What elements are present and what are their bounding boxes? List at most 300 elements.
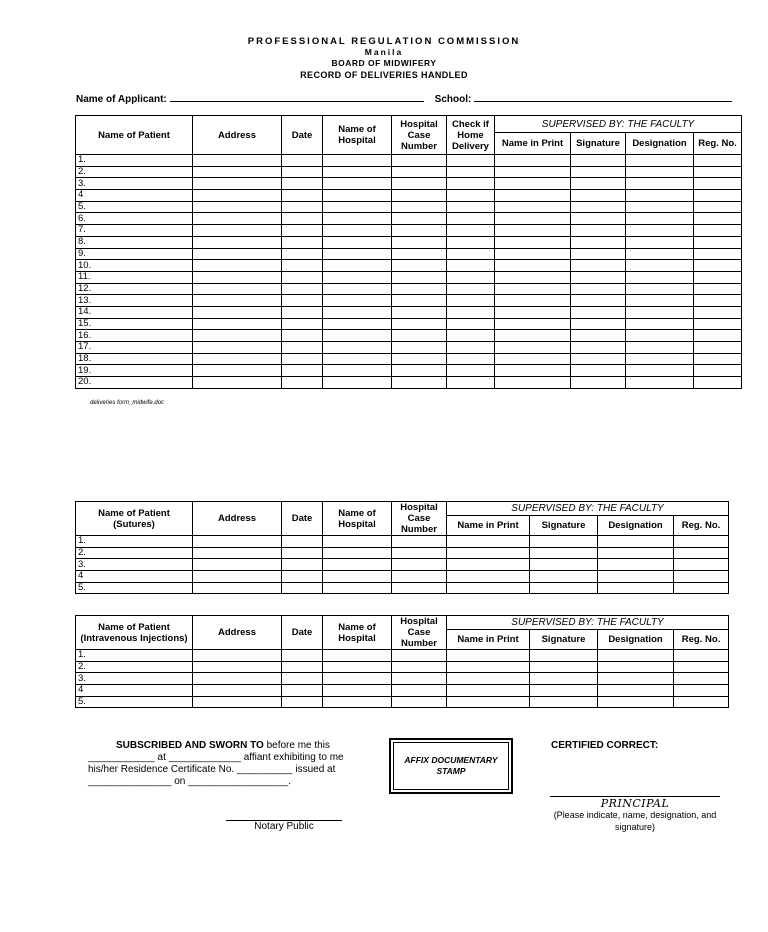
table-cell[interactable] bbox=[323, 559, 392, 571]
table-cell[interactable] bbox=[530, 547, 598, 559]
table-cell[interactable] bbox=[193, 650, 282, 662]
table-cell[interactable] bbox=[447, 330, 495, 342]
table-cell[interactable] bbox=[571, 225, 626, 237]
table-cell[interactable] bbox=[694, 155, 742, 167]
school-field[interactable] bbox=[474, 92, 732, 102]
table-cell[interactable] bbox=[571, 213, 626, 225]
table-cell[interactable] bbox=[495, 365, 571, 377]
table-cell[interactable] bbox=[282, 559, 323, 571]
table-cell[interactable] bbox=[530, 571, 598, 583]
table-cell[interactable] bbox=[571, 342, 626, 354]
table-cell[interactable] bbox=[571, 353, 626, 365]
table-cell[interactable] bbox=[694, 342, 742, 354]
table-cell[interactable] bbox=[193, 283, 282, 295]
table-row bbox=[76, 330, 742, 342]
oath-heading: SUBSCRIBED AND SWORN TO bbox=[116, 740, 264, 751]
oath-line4: _______________ on __________________. bbox=[88, 776, 291, 787]
table-cell[interactable] bbox=[530, 696, 598, 708]
table-cell[interactable] bbox=[323, 318, 392, 330]
table-cell[interactable] bbox=[495, 330, 571, 342]
table-cell[interactable] bbox=[530, 673, 598, 685]
table-cell[interactable] bbox=[626, 178, 694, 190]
table-cell[interactable] bbox=[694, 353, 742, 365]
table-cell[interactable] bbox=[392, 283, 447, 295]
table-cell[interactable] bbox=[392, 260, 447, 272]
table-cell[interactable] bbox=[392, 213, 447, 225]
table-cell[interactable] bbox=[282, 236, 323, 248]
table-cell[interactable] bbox=[323, 306, 392, 318]
table-cell[interactable] bbox=[323, 353, 392, 365]
table-cell[interactable] bbox=[626, 201, 694, 213]
table-cell[interactable] bbox=[282, 696, 323, 708]
row-number: 8. bbox=[76, 236, 193, 248]
table-cell[interactable] bbox=[694, 178, 742, 190]
table-cell[interactable] bbox=[447, 571, 530, 583]
table-cell[interactable] bbox=[193, 178, 282, 190]
table-cell[interactable] bbox=[193, 213, 282, 225]
table-cell[interactable] bbox=[392, 190, 447, 202]
table-cell[interactable] bbox=[323, 547, 392, 559]
table-cell[interactable] bbox=[626, 318, 694, 330]
table-cell[interactable] bbox=[571, 306, 626, 318]
table-cell[interactable] bbox=[447, 650, 530, 662]
table-cell[interactable] bbox=[571, 271, 626, 283]
table-cell[interactable] bbox=[571, 365, 626, 377]
table-cell[interactable] bbox=[530, 536, 598, 548]
table-cell[interactable] bbox=[323, 260, 392, 272]
table-cell[interactable] bbox=[626, 260, 694, 272]
table-cell[interactable] bbox=[571, 377, 626, 389]
table-cell[interactable] bbox=[193, 342, 282, 354]
table-cell[interactable] bbox=[282, 365, 323, 377]
table-cell[interactable] bbox=[282, 353, 323, 365]
table-cell[interactable] bbox=[674, 559, 729, 571]
table-cell[interactable] bbox=[447, 318, 495, 330]
table-cell[interactable] bbox=[674, 661, 729, 673]
table-cell[interactable] bbox=[626, 236, 694, 248]
oath-line1: before me this bbox=[266, 740, 330, 751]
table-cell[interactable] bbox=[694, 271, 742, 283]
table-cell[interactable] bbox=[571, 248, 626, 260]
footnote: deliveries form_midwife.doc bbox=[90, 400, 165, 406]
table-cell[interactable] bbox=[193, 365, 282, 377]
table-cell[interactable] bbox=[323, 365, 392, 377]
table-cell[interactable] bbox=[447, 295, 495, 307]
table-cell[interactable] bbox=[626, 342, 694, 354]
table-cell[interactable] bbox=[282, 178, 323, 190]
row-number: 2. bbox=[76, 547, 193, 559]
table-cell[interactable] bbox=[674, 685, 729, 697]
table-cell[interactable] bbox=[392, 673, 447, 685]
table-cell[interactable] bbox=[392, 536, 447, 548]
table-cell[interactable] bbox=[392, 661, 447, 673]
table-cell[interactable] bbox=[674, 696, 729, 708]
table-cell[interactable] bbox=[571, 330, 626, 342]
table-cell[interactable] bbox=[323, 283, 392, 295]
table-cell[interactable] bbox=[694, 283, 742, 295]
table-cell[interactable] bbox=[323, 696, 392, 708]
table-cell[interactable] bbox=[282, 306, 323, 318]
table-cell[interactable] bbox=[495, 353, 571, 365]
table-cell[interactable] bbox=[323, 236, 392, 248]
table-cell[interactable] bbox=[495, 283, 571, 295]
table-cell[interactable] bbox=[282, 547, 323, 559]
table-cell[interactable] bbox=[282, 225, 323, 237]
table-cell[interactable] bbox=[674, 650, 729, 662]
table-cell[interactable] bbox=[571, 295, 626, 307]
table-cell[interactable] bbox=[282, 190, 323, 202]
col-date: Date bbox=[282, 116, 323, 155]
table-cell[interactable] bbox=[392, 559, 447, 571]
table-cell[interactable] bbox=[392, 547, 447, 559]
documentary-stamp-box bbox=[389, 738, 513, 794]
table-cell[interactable] bbox=[495, 271, 571, 283]
table-cell[interactable] bbox=[598, 673, 674, 685]
col-signature: Signature bbox=[571, 133, 626, 155]
table-cell[interactable] bbox=[598, 650, 674, 662]
table-cell[interactable] bbox=[193, 260, 282, 272]
table-cell[interactable] bbox=[282, 283, 323, 295]
table-cell[interactable] bbox=[392, 236, 447, 248]
table-cell[interactable] bbox=[495, 236, 571, 248]
table-cell[interactable] bbox=[447, 685, 530, 697]
table-cell[interactable] bbox=[193, 673, 282, 685]
table-cell[interactable] bbox=[282, 377, 323, 389]
table-cell[interactable] bbox=[694, 213, 742, 225]
table-cell[interactable] bbox=[447, 155, 495, 167]
row-number: 5. bbox=[76, 696, 193, 708]
stamp-text: AFFIX DOCUMENTARY STAMP bbox=[393, 742, 509, 790]
row-number: 11. bbox=[76, 271, 193, 283]
table-cell[interactable] bbox=[447, 547, 530, 559]
table-cell[interactable] bbox=[495, 213, 571, 225]
table-cell[interactable] bbox=[626, 225, 694, 237]
table-cell[interactable] bbox=[323, 295, 392, 307]
table-cell[interactable] bbox=[282, 213, 323, 225]
table-cell[interactable] bbox=[495, 178, 571, 190]
table-cell[interactable] bbox=[626, 248, 694, 260]
table-row bbox=[76, 248, 742, 260]
table-cell[interactable] bbox=[598, 685, 674, 697]
col-address: Address bbox=[193, 116, 282, 155]
table-cell[interactable] bbox=[323, 571, 392, 583]
table-cell[interactable] bbox=[495, 342, 571, 354]
table-cell[interactable] bbox=[323, 377, 392, 389]
table-cell[interactable] bbox=[571, 166, 626, 178]
sutures-col-case-number: Hospital Case Number bbox=[392, 502, 447, 536]
table-cell[interactable] bbox=[495, 225, 571, 237]
table-cell[interactable] bbox=[495, 260, 571, 272]
table-cell[interactable] bbox=[447, 236, 495, 248]
table-row bbox=[76, 547, 729, 559]
table-cell[interactable] bbox=[495, 190, 571, 202]
table-cell[interactable] bbox=[193, 271, 282, 283]
table-cell[interactable] bbox=[323, 330, 392, 342]
table-cell[interactable] bbox=[530, 559, 598, 571]
table-cell[interactable] bbox=[495, 295, 571, 307]
iv-col-patient: Name of Patient (Intravenous Injections) bbox=[76, 616, 193, 650]
table-cell[interactable] bbox=[674, 571, 729, 583]
table-cell[interactable] bbox=[598, 559, 674, 571]
table-cell[interactable] bbox=[282, 271, 323, 283]
table-cell[interactable] bbox=[193, 190, 282, 202]
table-cell[interactable] bbox=[495, 318, 571, 330]
iv-col-supervised: SUPERVISED BY: THE FACULTY bbox=[447, 616, 729, 630]
table-cell[interactable] bbox=[598, 582, 674, 594]
table-cell[interactable] bbox=[674, 582, 729, 594]
table-cell[interactable] bbox=[323, 201, 392, 213]
table-cell[interactable] bbox=[392, 166, 447, 178]
table-cell[interactable] bbox=[323, 248, 392, 260]
table-cell[interactable] bbox=[282, 318, 323, 330]
table-cell[interactable] bbox=[694, 225, 742, 237]
table-cell[interactable] bbox=[530, 650, 598, 662]
table-cell[interactable] bbox=[282, 295, 323, 307]
table-cell[interactable] bbox=[392, 271, 447, 283]
table-cell[interactable] bbox=[392, 582, 447, 594]
col-designation: Designation bbox=[626, 133, 694, 155]
table-cell[interactable] bbox=[495, 377, 571, 389]
table-cell[interactable] bbox=[323, 155, 392, 167]
row-number: 14. bbox=[76, 306, 193, 318]
table-cell[interactable] bbox=[571, 318, 626, 330]
table-cell[interactable] bbox=[447, 178, 495, 190]
table-cell[interactable] bbox=[193, 236, 282, 248]
col-supervised: SUPERVISED BY: THE FACULTY bbox=[495, 116, 742, 133]
row-number: 3. bbox=[76, 559, 193, 571]
table-cell[interactable] bbox=[323, 178, 392, 190]
table-cell[interactable] bbox=[447, 260, 495, 272]
table-cell[interactable] bbox=[193, 571, 282, 583]
table-cell[interactable] bbox=[447, 342, 495, 354]
table-cell[interactable] bbox=[694, 190, 742, 202]
table-cell[interactable] bbox=[447, 213, 495, 225]
table-cell[interactable] bbox=[392, 201, 447, 213]
table-cell[interactable] bbox=[193, 661, 282, 673]
table-cell[interactable] bbox=[392, 225, 447, 237]
table-cell[interactable] bbox=[282, 330, 323, 342]
table-cell[interactable] bbox=[282, 155, 323, 167]
table-cell[interactable] bbox=[193, 155, 282, 167]
table-cell[interactable] bbox=[193, 166, 282, 178]
table-row bbox=[76, 271, 742, 283]
table-cell[interactable] bbox=[571, 283, 626, 295]
table-cell[interactable] bbox=[571, 260, 626, 272]
table-cell[interactable] bbox=[447, 190, 495, 202]
table-cell[interactable] bbox=[323, 166, 392, 178]
table-cell[interactable] bbox=[193, 201, 282, 213]
table-cell[interactable] bbox=[282, 201, 323, 213]
table-cell[interactable] bbox=[392, 696, 447, 708]
table-cell[interactable] bbox=[694, 330, 742, 342]
table-cell[interactable] bbox=[323, 342, 392, 354]
table-cell[interactable] bbox=[626, 306, 694, 318]
col-reg-no: Reg. No. bbox=[694, 133, 742, 155]
table-cell[interactable] bbox=[626, 155, 694, 167]
table-row bbox=[76, 178, 742, 190]
table-cell[interactable] bbox=[392, 342, 447, 354]
table-cell[interactable] bbox=[530, 582, 598, 594]
table-cell[interactable] bbox=[694, 248, 742, 260]
table-cell[interactable] bbox=[626, 377, 694, 389]
table-cell[interactable] bbox=[447, 365, 495, 377]
table-row bbox=[76, 306, 742, 318]
table-cell[interactable] bbox=[694, 166, 742, 178]
table-cell[interactable] bbox=[571, 201, 626, 213]
table-cell[interactable] bbox=[694, 365, 742, 377]
row-number: 19. bbox=[76, 365, 193, 377]
table-cell[interactable] bbox=[598, 571, 674, 583]
table-cell[interactable] bbox=[392, 155, 447, 167]
table-cell[interactable] bbox=[193, 536, 282, 548]
table-cell[interactable] bbox=[447, 696, 530, 708]
table-cell[interactable] bbox=[392, 353, 447, 365]
table-cell[interactable] bbox=[282, 536, 323, 548]
oath-block bbox=[88, 740, 350, 788]
table-cell[interactable] bbox=[323, 213, 392, 225]
table-cell[interactable] bbox=[392, 178, 447, 190]
table-cell[interactable] bbox=[447, 661, 530, 673]
table-cell[interactable] bbox=[193, 306, 282, 318]
table-cell[interactable] bbox=[626, 190, 694, 202]
table-cell[interactable] bbox=[282, 248, 323, 260]
table-cell[interactable] bbox=[530, 661, 598, 673]
table-cell[interactable] bbox=[694, 236, 742, 248]
table-cell[interactable] bbox=[447, 166, 495, 178]
table-cell[interactable] bbox=[530, 685, 598, 697]
table-cell[interactable] bbox=[626, 295, 694, 307]
table-cell[interactable] bbox=[447, 582, 530, 594]
table-cell[interactable] bbox=[495, 306, 571, 318]
table-cell[interactable] bbox=[694, 306, 742, 318]
school-label: School: bbox=[434, 94, 472, 105]
table-cell[interactable] bbox=[193, 582, 282, 594]
table-cell[interactable] bbox=[694, 377, 742, 389]
table-row bbox=[76, 559, 729, 571]
table-cell[interactable] bbox=[282, 571, 323, 583]
table-cell[interactable] bbox=[392, 295, 447, 307]
table-cell[interactable] bbox=[282, 166, 323, 178]
table-cell[interactable] bbox=[598, 536, 674, 548]
table-cell[interactable] bbox=[447, 377, 495, 389]
table-cell[interactable] bbox=[193, 377, 282, 389]
iv-col-date: Date bbox=[282, 616, 323, 650]
table-cell[interactable] bbox=[495, 166, 571, 178]
table-cell[interactable] bbox=[282, 582, 323, 594]
table-cell[interactable] bbox=[323, 685, 392, 697]
table-cell[interactable] bbox=[193, 248, 282, 260]
table-cell[interactable] bbox=[674, 536, 729, 548]
table-cell[interactable] bbox=[598, 696, 674, 708]
table-cell[interactable] bbox=[571, 155, 626, 167]
table-cell[interactable] bbox=[495, 201, 571, 213]
table-cell[interactable] bbox=[626, 213, 694, 225]
table-cell[interactable] bbox=[193, 225, 282, 237]
table-cell[interactable] bbox=[571, 178, 626, 190]
table-cell[interactable] bbox=[447, 306, 495, 318]
table-cell[interactable] bbox=[323, 582, 392, 594]
table-cell[interactable] bbox=[674, 673, 729, 685]
table-cell[interactable] bbox=[323, 536, 392, 548]
table-cell[interactable] bbox=[323, 225, 392, 237]
table-cell[interactable] bbox=[447, 271, 495, 283]
table-cell[interactable] bbox=[323, 661, 392, 673]
table-cell[interactable] bbox=[495, 155, 571, 167]
table-cell[interactable] bbox=[674, 547, 729, 559]
table-cell[interactable] bbox=[694, 295, 742, 307]
table-cell[interactable] bbox=[447, 248, 495, 260]
table-cell[interactable] bbox=[694, 201, 742, 213]
table-row bbox=[76, 365, 742, 377]
table-cell[interactable] bbox=[392, 377, 447, 389]
table-cell[interactable] bbox=[282, 661, 323, 673]
table-cell[interactable] bbox=[598, 661, 674, 673]
table-cell[interactable] bbox=[282, 260, 323, 272]
table-cell[interactable] bbox=[282, 685, 323, 697]
table-cell[interactable] bbox=[392, 685, 447, 697]
table-cell[interactable] bbox=[626, 271, 694, 283]
table-cell[interactable] bbox=[447, 283, 495, 295]
table-cell[interactable] bbox=[598, 547, 674, 559]
table-cell[interactable] bbox=[193, 559, 282, 571]
table-cell[interactable] bbox=[392, 650, 447, 662]
table-cell[interactable] bbox=[626, 365, 694, 377]
table-cell[interactable] bbox=[193, 318, 282, 330]
table-cell[interactable] bbox=[323, 650, 392, 662]
table-cell[interactable] bbox=[392, 318, 447, 330]
table-cell[interactable] bbox=[447, 536, 530, 548]
table-cell[interactable] bbox=[495, 248, 571, 260]
table-cell[interactable] bbox=[626, 353, 694, 365]
table-cell[interactable] bbox=[694, 260, 742, 272]
table-cell[interactable] bbox=[571, 190, 626, 202]
table-cell[interactable] bbox=[392, 571, 447, 583]
table-cell[interactable] bbox=[323, 271, 392, 283]
table-row bbox=[76, 353, 742, 365]
table-cell[interactable] bbox=[626, 166, 694, 178]
table-cell[interactable] bbox=[626, 330, 694, 342]
table-cell[interactable] bbox=[282, 673, 323, 685]
table-cell[interactable] bbox=[447, 225, 495, 237]
table-cell[interactable] bbox=[193, 353, 282, 365]
table-cell[interactable] bbox=[392, 306, 447, 318]
table-cell[interactable] bbox=[392, 248, 447, 260]
table-cell[interactable] bbox=[193, 696, 282, 708]
table-cell[interactable] bbox=[626, 283, 694, 295]
table-cell[interactable] bbox=[694, 318, 742, 330]
table-cell[interactable] bbox=[447, 201, 495, 213]
table-cell[interactable] bbox=[193, 547, 282, 559]
iv-col-signature: Signature bbox=[530, 630, 598, 650]
table-cell[interactable] bbox=[392, 365, 447, 377]
table-cell[interactable] bbox=[323, 673, 392, 685]
table-cell[interactable] bbox=[392, 330, 447, 342]
table-cell[interactable] bbox=[282, 342, 323, 354]
table-cell[interactable] bbox=[447, 559, 530, 571]
table-row bbox=[76, 696, 729, 708]
table-cell[interactable] bbox=[193, 685, 282, 697]
table-cell[interactable] bbox=[193, 330, 282, 342]
applicant-name-field[interactable] bbox=[170, 92, 424, 102]
deliveries-table bbox=[75, 115, 742, 389]
table-cell[interactable] bbox=[193, 295, 282, 307]
row-number: 4 bbox=[76, 571, 193, 583]
table-cell[interactable] bbox=[447, 673, 530, 685]
table-cell[interactable] bbox=[282, 650, 323, 662]
table-cell[interactable] bbox=[447, 353, 495, 365]
table-cell[interactable] bbox=[323, 190, 392, 202]
table-cell[interactable] bbox=[571, 236, 626, 248]
